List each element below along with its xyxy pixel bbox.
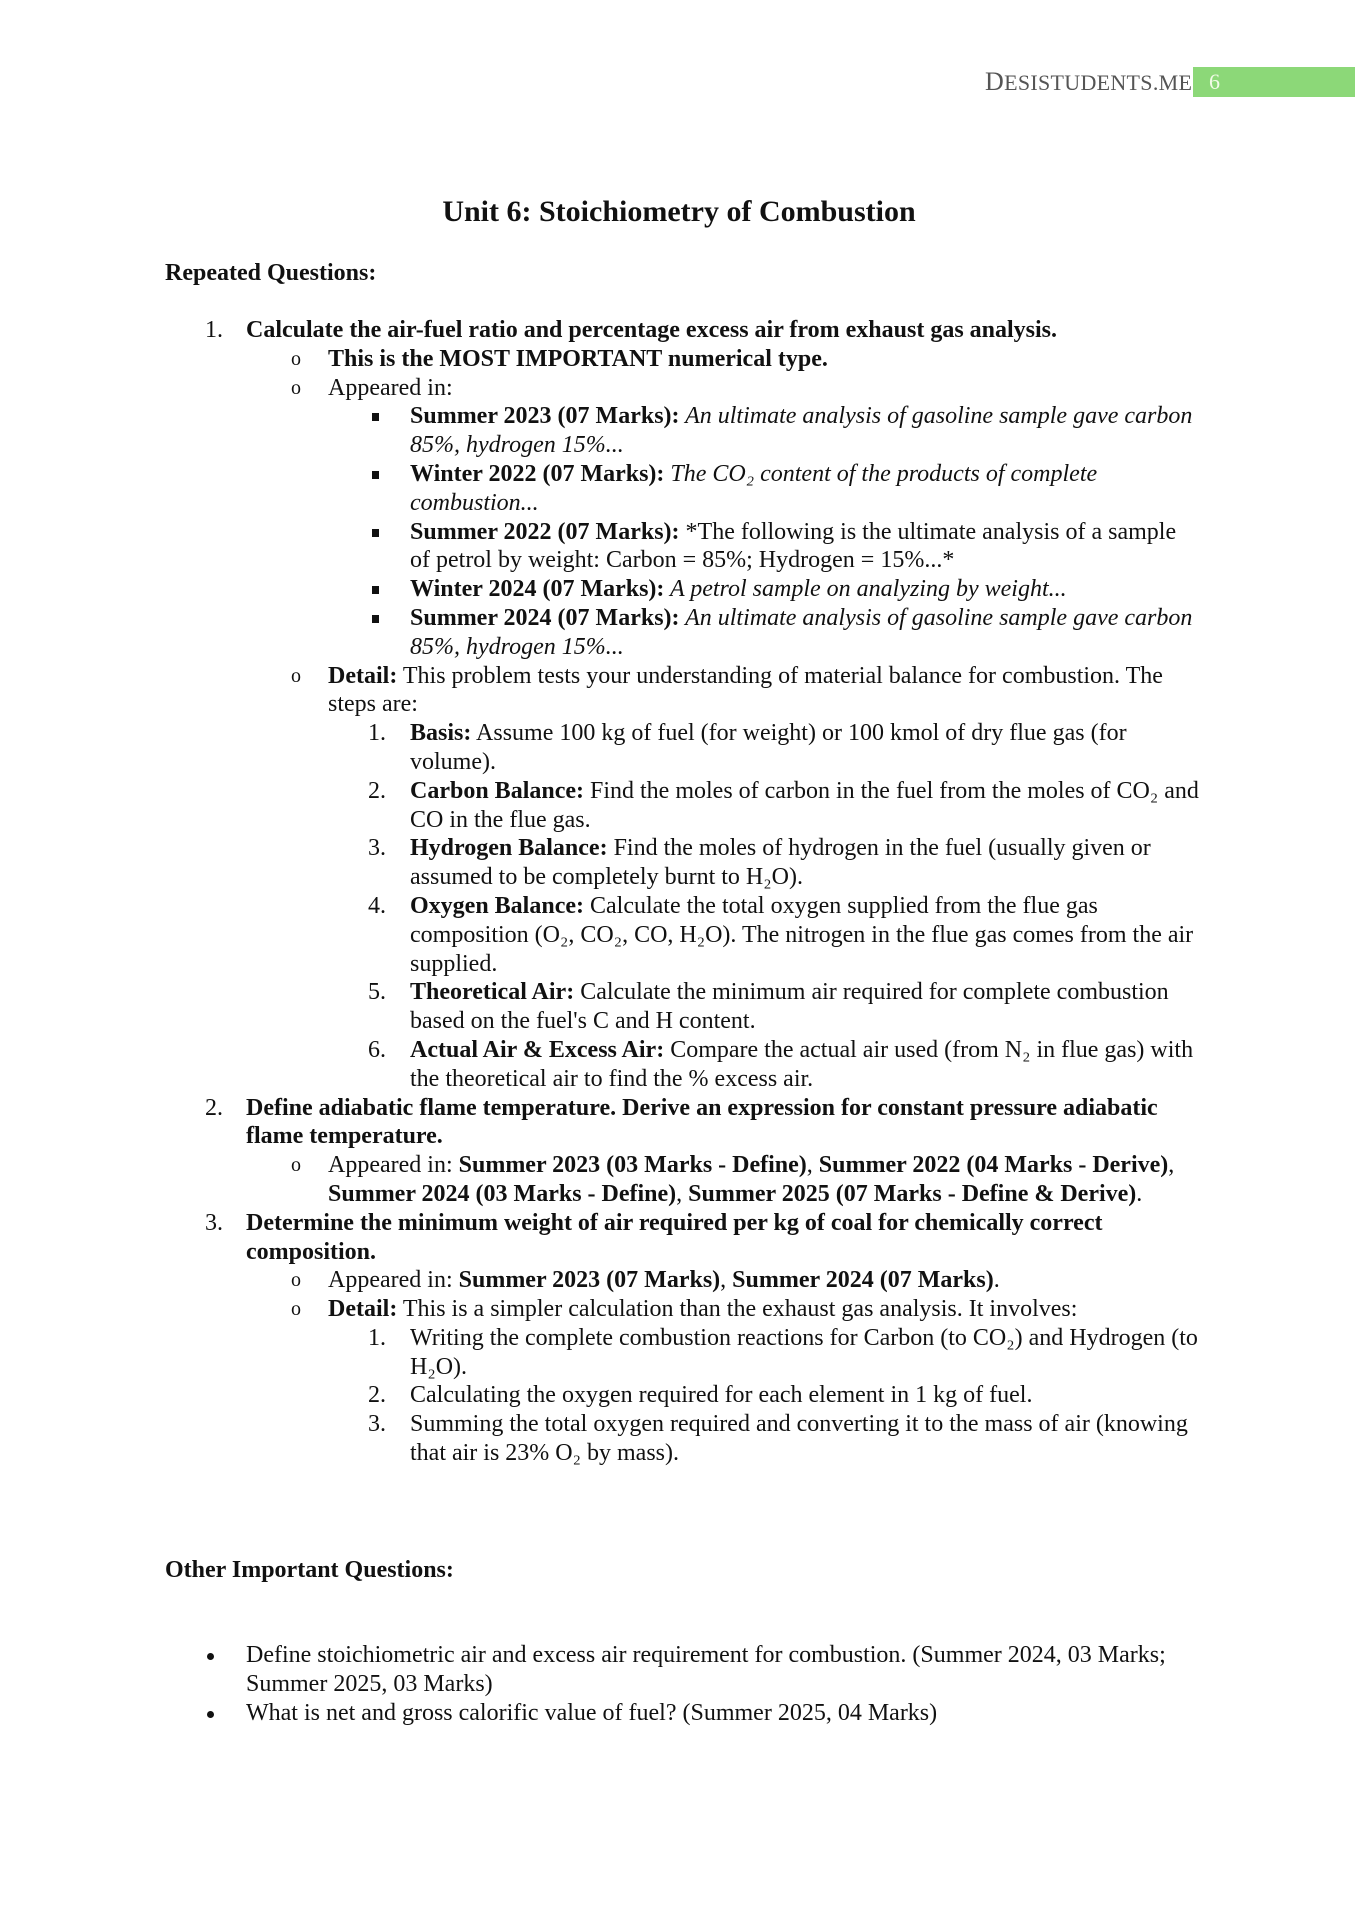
separator: , (806, 1152, 819, 1179)
step-text: Find the moles of hydrogen in the fuel (usually given or assumed to be completely burnt to H₂O). (410, 835, 1151, 891)
exam-excerpt: An ultimate analysis of gasoline sample gave carbon 85%, hydrogen 15%... (410, 403, 1193, 459)
step-item (0, 834, 1200, 892)
separator: , (676, 1180, 689, 1207)
step-text: Writing the complete combustion reactions for Carbon (to CO₂) and Hydrogen (to H₂O). (410, 1324, 1198, 1380)
step-label: Carbon Balance: (410, 777, 584, 804)
square-bullet-icon (372, 413, 379, 421)
step-item (0, 719, 1200, 777)
separator: , (1168, 1152, 1175, 1179)
step-item (0, 777, 1200, 835)
step-number: 4. (368, 892, 386, 919)
other-questions-heading: Other Important Questions: (165, 1557, 454, 1583)
question-text: What is net and gross calorific value of fuel? (Summer 2025, 04 Marks) (246, 1699, 938, 1726)
circle-bullet-icon: o (291, 347, 301, 370)
question-text: Calculate the air-fuel ratio and percentage excess air from exhaust gas analysis. (246, 317, 1058, 343)
list-item (0, 1266, 1200, 1295)
circle-bullet-icon: o (291, 1269, 301, 1292)
step-item (0, 1381, 1200, 1410)
step-number: 6. (368, 1036, 386, 1063)
step-text: Compare the actual air used (from N₂ in flue gas) with the theoretical air to find the % excess air. (410, 1036, 1194, 1092)
detail-text: This problem tests your understanding of material balance for combustion. The steps are: (328, 662, 1163, 718)
exam-label: Summer 2022 (07 Marks): (410, 518, 680, 545)
question-text: Define adiabatic flame temperature. Derive an expression for constant pressure adiabatic flame temperature. (246, 1094, 1158, 1150)
step-item (0, 978, 1200, 1036)
detail-text: This is a simpler calculation than the exhaust gas analysis. It involves: (397, 1296, 1078, 1323)
step-label: Basis: (410, 720, 472, 747)
exam-label: Summer 2024 (03 Marks - Define) (328, 1180, 677, 1207)
exam-label: Summer 2024 (07 Marks) (732, 1267, 994, 1294)
step-text: Assume 100 kg of fuel (for weight) or 100 kmol of dry flue gas (for volume). (410, 720, 1127, 775)
circle-bullet-icon: o (291, 1154, 301, 1177)
appearance-item (0, 518, 1200, 576)
step-number: 5. (368, 979, 386, 1006)
step-number: 1. (368, 1324, 386, 1351)
exam-excerpt: An ultimate analysis of gasoline sample gave carbon 85%, hydrogen 15%... (410, 604, 1193, 660)
separator: . (1136, 1180, 1143, 1207)
site-name-rest: ESISTUDENTS.ME (1004, 70, 1193, 95)
list-item (0, 374, 1200, 403)
repeated-questions-heading: Repeated Questions: (165, 260, 377, 286)
step-number: 3. (368, 1411, 386, 1438)
appeared-label: Appeared in: (328, 1267, 459, 1294)
step-number: 2. (368, 777, 386, 804)
question-2 (0, 1094, 1200, 1152)
step-number: 1. (368, 720, 386, 747)
appeared-label: Appeared in: (328, 374, 453, 401)
bullet-icon (207, 1653, 214, 1660)
separator: . (993, 1267, 1000, 1294)
question-3 (0, 1209, 1200, 1267)
bullet-icon (207, 1711, 214, 1718)
square-bullet-icon (372, 471, 379, 479)
exam-label: Summer 2024 (07 Marks): (410, 604, 680, 631)
circle-bullet-icon: o (291, 1298, 301, 1321)
step-text: Find the moles of carbon in the fuel from the moles of CO₂ and CO in the flue gas. (410, 777, 1199, 833)
exam-excerpt: The CO₂ content of the products of complete combustion... (410, 460, 1098, 516)
list-number: 2. (205, 1094, 223, 1121)
exam-label: Summer 2023 (07 Marks) (458, 1267, 721, 1294)
exam-label: Winter 2022 (07 Marks): (410, 460, 665, 487)
square-bullet-icon (372, 586, 379, 594)
circle-bullet-icon: o (291, 376, 301, 399)
appearance-item (0, 402, 1200, 460)
site-name (985, 68, 1192, 98)
square-bullet-icon (372, 615, 379, 623)
exam-excerpt: *The following is the ultimate analysis of a sample of petrol by weight: Carbon = 85%; Hydrogen = 15%...* (410, 518, 1177, 574)
step-label: Theoretical Air: (410, 979, 575, 1006)
detail-label: Detail: (328, 662, 398, 689)
step-text: Calculating the oxygen required for each element in 1 kg of fuel. (410, 1382, 1033, 1409)
list-item (0, 1641, 1200, 1699)
step-label: Hydrogen Balance: (410, 835, 608, 862)
step-label: Oxygen Balance: (410, 892, 584, 919)
exam-label: Winter 2024 (07 Marks): (410, 576, 665, 603)
question-text: Determine the minimum weight of air required per kg of coal for chemically correct composition. (246, 1209, 1103, 1265)
exam-label: Summer 2023 (07 Marks): (410, 403, 680, 430)
detail-label: Detail: (328, 1296, 398, 1323)
step-item (0, 892, 1200, 978)
page-title: Unit 6: Stoichiometry of Combustion (442, 195, 916, 228)
list-item (0, 345, 1200, 374)
step-item (0, 1410, 1200, 1468)
step-number: 3. (368, 835, 386, 862)
appearance-item (0, 604, 1200, 662)
repeated-questions-list (0, 316, 1200, 1468)
note-text: This is the MOST IMPORTANT numerical type. (328, 345, 828, 372)
step-text: Calculate the total oxygen supplied from the flue gas composition (O₂, CO₂, CO, H₂O). The nitrogen in the flue gas comes from the air supplied. (410, 892, 1194, 977)
question-1 (0, 316, 1200, 345)
step-text: Calculate the minimum air required for complete combustion based on the fuel's C and H content. (410, 979, 1169, 1035)
list-item (0, 1699, 1200, 1728)
step-item (0, 1324, 1200, 1382)
list-item (0, 662, 1200, 720)
site-name-initial: D (985, 67, 1005, 96)
question-text: Define stoichiometric air and excess air requirement for combustion. (Summer 2024, 03 Marks; Summer 2025, 03 Marks) (246, 1642, 1166, 1697)
other-questions-list (0, 1641, 1200, 1727)
circle-bullet-icon: o (291, 664, 301, 687)
step-number: 2. (368, 1382, 386, 1409)
exam-label: Summer 2022 (04 Marks - Derive) (818, 1152, 1169, 1179)
step-item (0, 1036, 1200, 1094)
step-text: Summing the total oxygen required and converting it to the mass of air (knowing that air is 23% O₂ by mass). (410, 1411, 1188, 1467)
exam-label: Summer 2023 (03 Marks - Define) (458, 1152, 807, 1179)
appearance-item (0, 460, 1200, 518)
list-number: 3. (205, 1209, 223, 1236)
exam-label: Summer 2025 (07 Marks - Define & Derive) (688, 1180, 1137, 1207)
separator: , (720, 1267, 733, 1294)
exam-excerpt: A petrol sample on analyzing by weight... (664, 576, 1067, 603)
list-number: 1. (205, 317, 223, 343)
list-item (0, 1151, 1200, 1209)
appeared-label: Appeared in: (328, 1152, 459, 1179)
step-label: Actual Air & Excess Air: (410, 1036, 665, 1063)
page-number: 6 (1193, 67, 1355, 97)
list-item (0, 1295, 1200, 1324)
appearance-item (0, 575, 1200, 604)
square-bullet-icon (372, 529, 379, 537)
